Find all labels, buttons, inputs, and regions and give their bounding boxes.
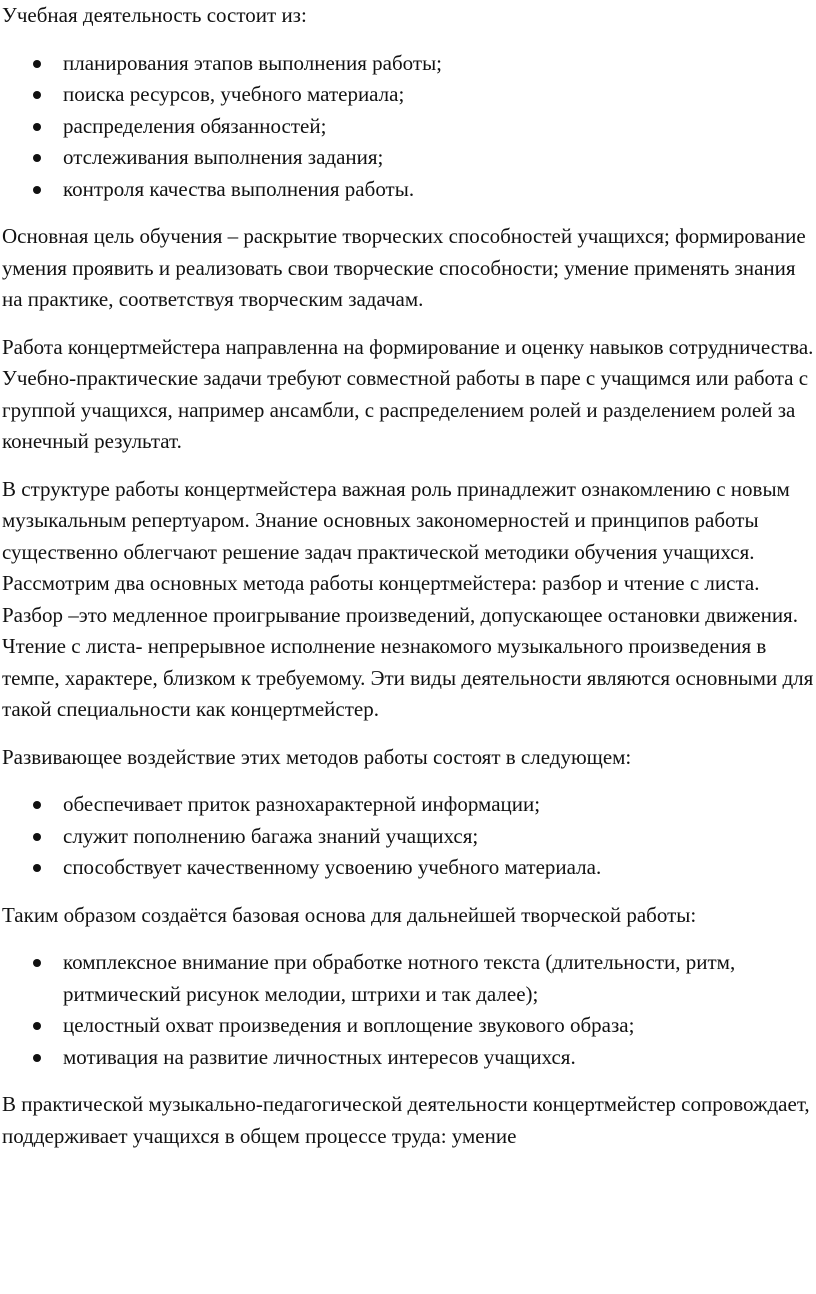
list-item: отслеживания выполнения задания; bbox=[0, 142, 816, 174]
bullet-icon bbox=[33, 801, 41, 809]
goal-paragraph: Основная цель обучения – раскрытие творческих способностей учащихся; формирование умения проявить и реализовать свои творческие способности; умение применять знания на практике, соответствуя творческим задачам. bbox=[2, 224, 806, 311]
structure-paragraph: В структуре работы концертмейстера важная роль принадлежит ознакомлению с новым музыкальным репертуаром. Знание основных закономерностей и принципов работы существенно облегчают решение задач практической методики обучения учащихся. Рассмотрим два основных метода работы концертмейстера: разбор и чтение с листа. Разбор –это медленное проигрывание произведений, допускающее остановки движения. Чтение с листа- непрерывное исполнение незнакомого музыкального произведения в темпе, характере, близком к требуемому. Эти виды деятельности являются основными для такой специальности как концертмейстер. bbox=[2, 476, 814, 721]
list-item: комплексное внимание при обработке нотного текста (длительности, ритм, ритмический рисунок мелодии, штрихи и так далее); bbox=[0, 947, 816, 1010]
bullet-icon bbox=[33, 1022, 41, 1030]
bullet-icon bbox=[33, 60, 41, 68]
basis-intro: Таким образом создаётся базовая основа для дальнейшей творческой работы: bbox=[2, 902, 697, 927]
list-item: планирования этапов выполнения работы; bbox=[0, 48, 816, 80]
practice-paragraph: В практической музыкально-педагогической деятельности концертмейстер сопровождает, поддерживает учащихся в общем процессе труда: умение bbox=[2, 1092, 810, 1148]
list-item: служит пополнению багажа знаний учащихся; bbox=[0, 821, 816, 853]
list-item: контроля качества выполнения работы. bbox=[0, 174, 816, 206]
list-item: поиска ресурсов, учебного материала; bbox=[0, 79, 816, 111]
bullet-icon bbox=[33, 186, 41, 194]
bullet-icon bbox=[33, 91, 41, 99]
bullet-icon bbox=[33, 864, 41, 872]
list-item: распределения обязанностей; bbox=[0, 111, 816, 143]
list-item: целостный охват произведения и воплощение звукового образа; bbox=[0, 1010, 816, 1042]
bullet-icon bbox=[33, 1054, 41, 1062]
list-item: обеспечивает приток разнохарактерной информации; bbox=[0, 789, 816, 821]
bullet-icon bbox=[33, 959, 41, 967]
bullet-icon bbox=[33, 123, 41, 131]
intro-text: Учебная деятельность состоит из: bbox=[2, 3, 307, 27]
list-item: мотивация на развитие личностных интересов учащихся. bbox=[0, 1042, 816, 1074]
development-list bbox=[0, 789, 816, 884]
bullet-icon bbox=[33, 154, 41, 162]
accompanist-work-paragraph: Работа концертмейстера направленна на формирование и оценку навыков сотрудничества. Учебно-практические задачи требуют совместной работы в паре с учащимся или работа с группой учащихся, например ансамбли, с распределением ролей и разделением ролей за конечный результат. bbox=[2, 334, 814, 453]
list-item: способствует качественному усвоению учебного материала. bbox=[0, 852, 816, 884]
development-intro: Развивающее воздействие этих методов работы состоят в следующем: bbox=[2, 744, 632, 769]
activities-list bbox=[0, 48, 816, 206]
basis-list bbox=[0, 947, 816, 1073]
bullet-icon bbox=[33, 833, 41, 841]
